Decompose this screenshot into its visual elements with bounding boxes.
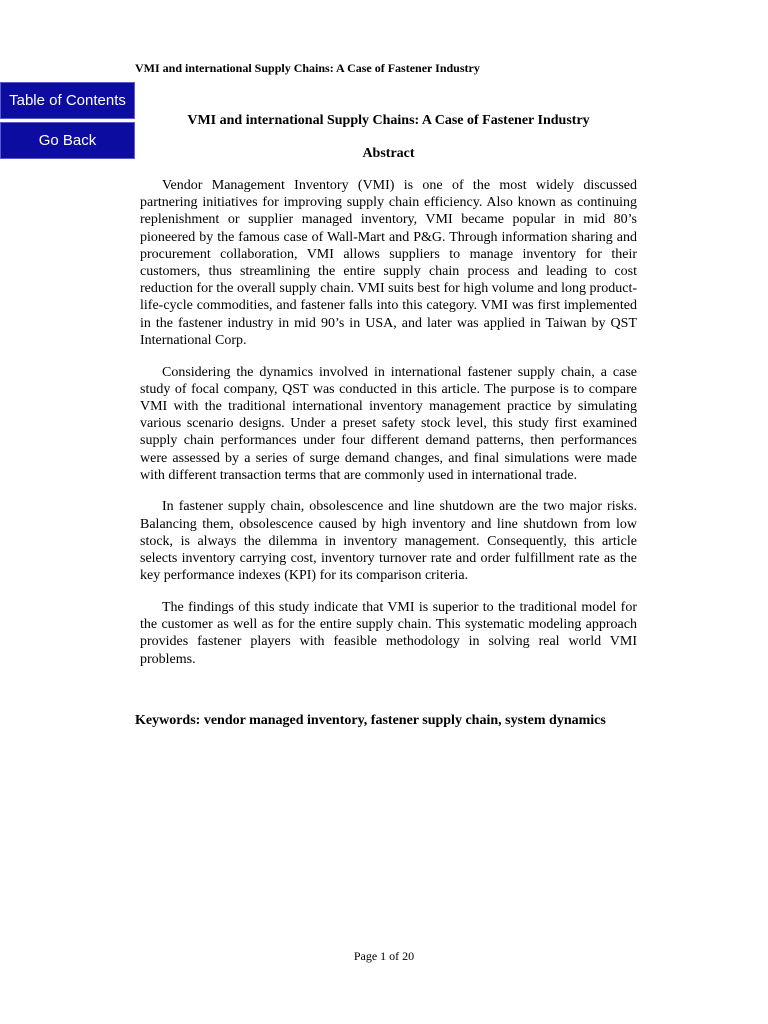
abstract-heading: Abstract [362, 146, 415, 161]
running-header: VMI and international Supply Chains: A Case of Fastener Industry [135, 61, 480, 75]
nav-panel [0, 82, 135, 162]
article-body [140, 112, 637, 682]
document-title: VMI and international Supply Chains: A Case of Fastener Industry [187, 113, 590, 128]
abstract-paragraph: Vendor Management Inventory (VMI) is one of the most widely discussed partnering initiatives for improving supply chain efficiency. Also known as continuing replenishment or supplier managed inventory, VMI became popular in mid 80’s pioneered by the famous case of Wall-Mart and P&G. Through information sharing and procurement collaboration, VMI allows suppliers to manage inventory for their customers, thus streamlining the entire supply chain process and leading to cost reduction for the overall supply chain. VMI suits best for high volume and long product-life-cycle commodities, and fastener falls into this category. VMI was first implemented in the fastener industry in mid 90’s in USA, and later was applied in Taiwan by QST International Corp. [140, 178, 637, 348]
abstract-paragraph: In fastener supply chain, obsolescence and line shutdown are the two major risks. Balancing them, obsolescence caused by high inventory and line shutdown from low stock, is always the dilemma in inventory management. Consequently, this article selects inventory carrying cost, inventory turnover rate and order fulfillment rate as the key performance indexes (KPI) for its comparison criteria. [140, 499, 637, 584]
table-of-contents-button[interactable]: Table of Contents [0, 82, 135, 119]
go-back-button[interactable]: Go Back [0, 122, 135, 159]
page-indicator: Page 1 of 20 [353, 949, 415, 963]
abstract-paragraph: Considering the dynamics involved in international fastener supply chain, a case study of focal company, QST was conducted in this article. The purpose is to compare VMI with the traditional international inventory management practice by simulating various scenario designs. Under a preset safety stock level, this study first examined supply chain performances under four different demand patterns, then performances were assessed by a series of surge demand changes, and final simulations were made with different transaction terms that are commonly used in international trade. [140, 364, 637, 483]
abstract-paragraph: The findings of this study indicate that VMI is superior to the traditional model for the customer as well as for the entire supply chain. This systematic modeling approach provides fastener players with feasible methodology in solving real world VMI problems. [140, 599, 637, 667]
abstract-text [140, 177, 637, 668]
keywords-line: Keywords: vendor managed inventory, fastener supply chain, system dynamics [135, 713, 606, 728]
